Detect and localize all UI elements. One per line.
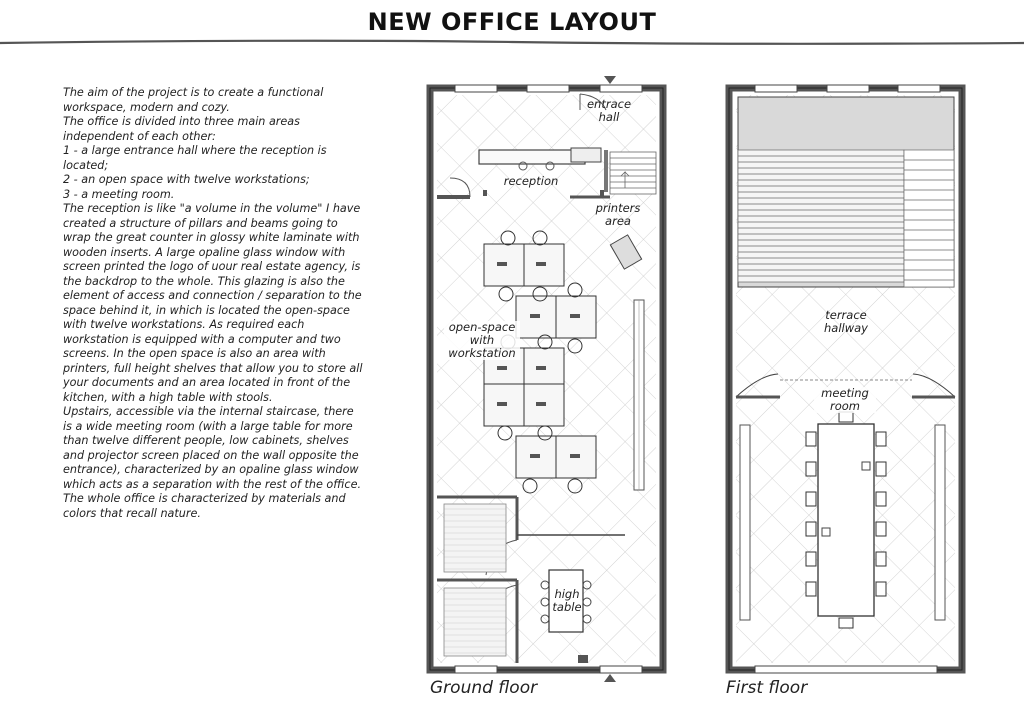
entrance-arrow-icon	[604, 76, 616, 84]
exit-arrow-icon	[604, 674, 616, 682]
description-line: Upstairs, accessible via the internal staircase, there is a wide meeting room (with a large table for more than twelve different people, low cabinets, shelves and projector screen placed on the wall opposite the entrance), characterized by an opaline glass window which acts as a separation with the rest of the office.	[63, 405, 362, 491]
description-line: The aim of the project is to create a functional workspace, modern and cozy.	[63, 86, 324, 114]
room-label-entrance: entrace hall	[586, 97, 632, 124]
description-line: 2 - an open space with twelve workstations;	[63, 173, 310, 186]
reception-counter	[479, 150, 585, 164]
room-label-reception: reception	[503, 174, 559, 188]
description-line: 1 - a large entrance hall where the reception is located;	[63, 144, 327, 172]
meeting-table	[818, 424, 874, 616]
page-title: NEW OFFICE LAYOUT	[367, 8, 657, 36]
first-floor-label: First floor	[726, 678, 808, 698]
description-line: The whole office is characterized by materials and colors that recall nature.	[63, 492, 346, 520]
first-floor-staircase	[738, 150, 954, 287]
room-label-printers: printers area	[595, 201, 641, 228]
description-line: 3 - a meeting room.	[63, 187, 175, 201]
first-floor-plan	[729, 85, 962, 673]
description-line: The reception is like "a volume in the volume" I have created a structure of pillars and beams going to wrap the great counter in glossy white laminate with wooden inserts. A large opaline glass window with screen printed the logo of uour real estate agency, is the backdrop to the whole. This glazing is also the element of access and connection / separation to the space behind it, in which is located the open-space with twelve workstations. As required each workstation is equipped with a computer and two screens. In the open space is also an area with printers, full height shelves that allow you to store all your documents and an area located in front of the kitchen, with a high table with stools.	[63, 202, 363, 404]
room-label-hightable: high table	[552, 587, 582, 614]
ground-floor-plan	[430, 76, 663, 682]
room-label-terrace: terrace hallway	[824, 308, 868, 335]
description-line: The office is divided into three main areas independent of each other:	[63, 115, 300, 143]
ground-floor-label: Ground floor	[430, 678, 538, 698]
room-label-openspace: open-space with workstation	[444, 321, 520, 360]
room-label-meeting: meeting room	[814, 387, 876, 413]
ground-staircase	[610, 152, 656, 194]
